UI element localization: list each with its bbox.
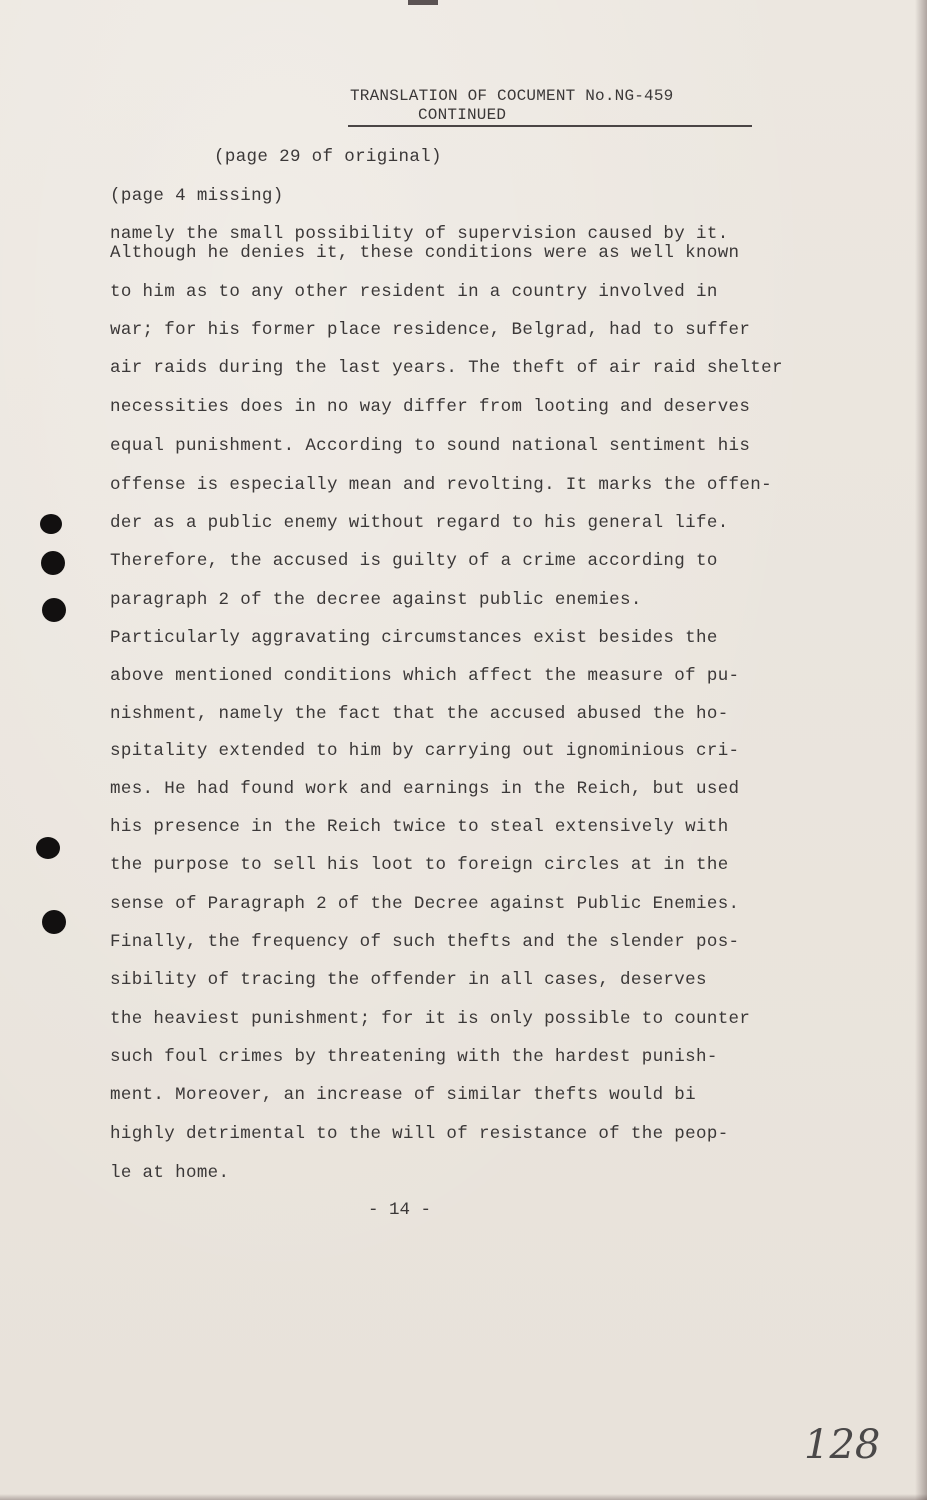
body-line: Although he denies it, these conditions were as well known xyxy=(110,243,740,263)
body-line: sense of Paragraph 2 of the Decree against Public Enemies. xyxy=(110,894,740,914)
body-line: Particularly aggravating circumstances exist besides the xyxy=(110,628,718,648)
punch-hole xyxy=(36,837,60,859)
header-subtitle: CONTINUED xyxy=(418,106,507,124)
body-line: such foul crimes by threatening with the hardest punish- xyxy=(110,1047,718,1067)
punch-hole xyxy=(41,551,65,575)
body-line: air raids during the last years. The theft of air raid shelter xyxy=(110,358,783,378)
punch-hole xyxy=(40,514,62,534)
top-edge-mark xyxy=(408,0,438,5)
body-line: highly detrimental to the will of resistance of the peop- xyxy=(110,1124,729,1144)
page-number: - 14 - xyxy=(368,1200,432,1220)
body-line: ment. Moreover, an increase of similar thefts would bi xyxy=(110,1085,696,1105)
body-line: Finally, the frequency of such thefts and the slender pos- xyxy=(110,932,740,952)
body-line: sibility of tracing the offender in all cases, deserves xyxy=(110,970,707,990)
folio-text: 128 xyxy=(804,1422,880,1468)
body-line: above mentioned conditions which affect the measure of pu- xyxy=(110,666,740,686)
body-line: nishment, namely the fact that the accused abused the ho- xyxy=(110,704,729,724)
body-line: equal punishment. According to sound national sentiment his xyxy=(110,436,751,456)
body-line: le at home. xyxy=(110,1163,230,1183)
body-line: offense is especially mean and revolting. It marks the offen- xyxy=(110,475,772,495)
body-line: der as a public enemy without regard to his general life. xyxy=(110,513,729,533)
body-line: paragraph 2 of the decree against public enemies. xyxy=(110,590,642,610)
body-line: mes. He had found work and earnings in the Reich, but used xyxy=(110,779,740,799)
punch-hole xyxy=(42,598,66,622)
body-line: to him as to any other resident in a country involved in xyxy=(110,282,718,302)
punch-hole xyxy=(42,910,66,934)
body-line: the heaviest punishment; for it is only possible to counter xyxy=(110,1009,751,1029)
body-line: Therefore, the accused is guilty of a crime according to xyxy=(110,551,718,571)
header-title: TRANSLATION OF COCUMENT No.NG-459 xyxy=(350,87,674,105)
document-header xyxy=(348,87,753,125)
body-line: necessities does in no way differ from looting and deserves xyxy=(110,397,751,417)
page-bottom-shadow xyxy=(0,1494,927,1500)
page-reference: (page 29 of original) xyxy=(214,147,442,167)
body-line: war; for his former place residence, Belgrad, had to suffer xyxy=(110,320,751,340)
body-line: his presence in the Reich twice to steal extensively with xyxy=(110,817,729,837)
handwritten-folio-number xyxy=(800,1418,880,1468)
header-underline xyxy=(348,125,752,127)
body-line: the purpose to sell his loot to foreign circles at in the xyxy=(110,855,729,875)
body-line: spitality extended to him by carrying out ignominious cri- xyxy=(110,741,740,761)
body-line: namely the small possibility of supervision caused by it. xyxy=(110,224,729,244)
page-edge-shadow xyxy=(915,0,927,1500)
missing-page-note: (page 4 missing) xyxy=(110,186,284,206)
